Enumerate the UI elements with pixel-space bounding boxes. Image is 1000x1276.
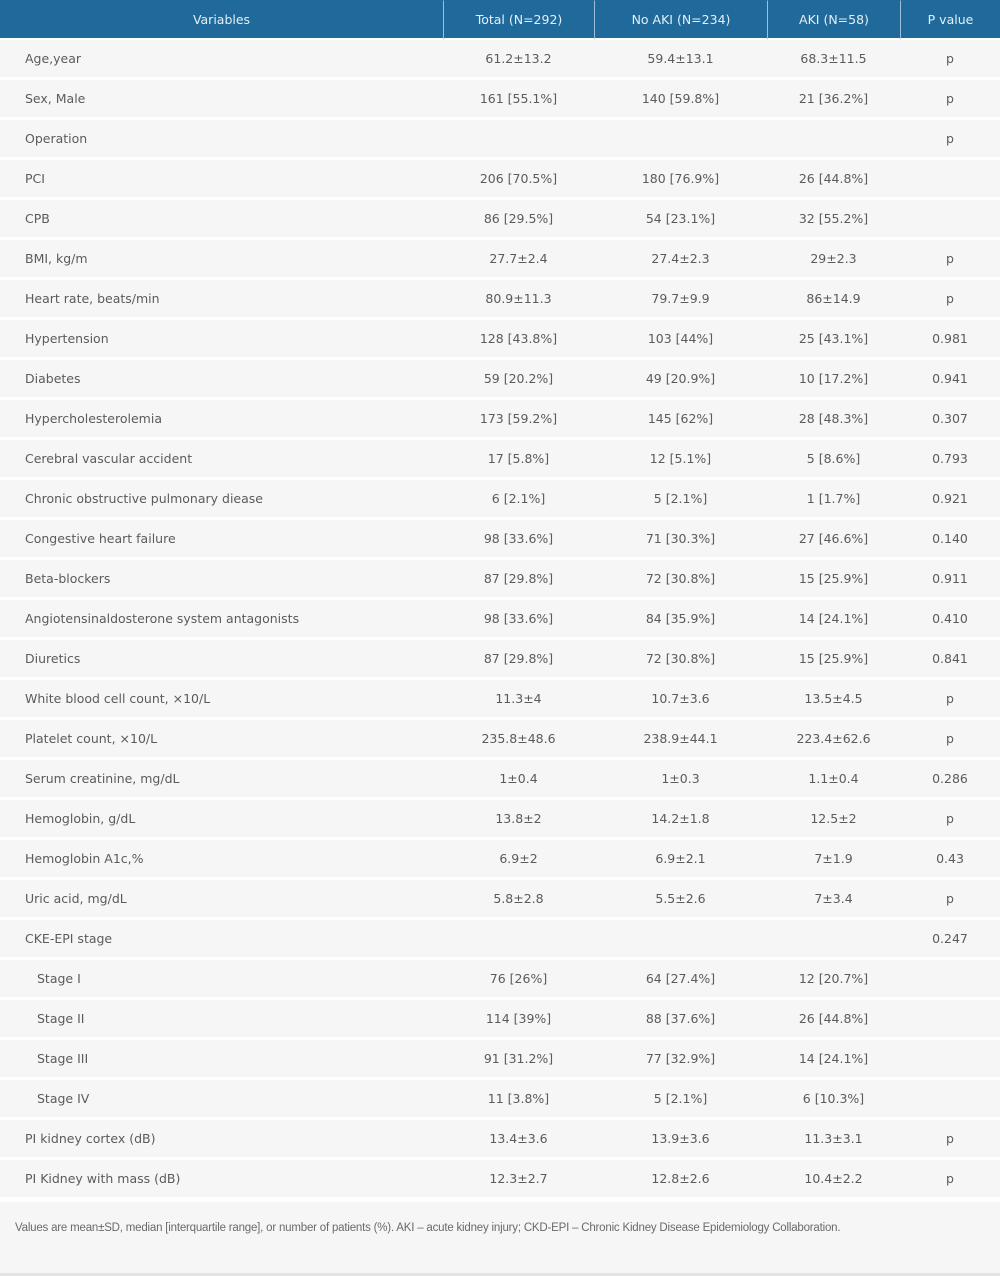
cell-aki: 26 [44.8%] <box>767 160 900 200</box>
row-label: Heart rate, beats/min <box>0 280 443 320</box>
cell-p-value: 0.286 <box>900 760 1000 800</box>
cell-aki: 14 [24.1%] <box>767 1040 900 1080</box>
table-row <box>0 720 1000 760</box>
row-label: PI kidney cortex (dB) <box>0 1120 443 1160</box>
cell-p-value: p <box>900 240 1000 280</box>
row-label: Stage IV <box>0 1080 443 1120</box>
table-row <box>0 1120 1000 1160</box>
cell-aki: 26 [44.8%] <box>767 1000 900 1040</box>
cell-total: 86 [29.5%] <box>443 200 594 240</box>
header-p-value: P value <box>900 0 1000 40</box>
cell-no-aki: 79.7±9.9 <box>594 280 767 320</box>
cell-p-value <box>900 200 1000 240</box>
table-row <box>0 320 1000 360</box>
row-label: BMI, kg/m <box>0 240 443 280</box>
cell-aki: 21 [36.2%] <box>767 80 900 120</box>
table-row <box>0 680 1000 720</box>
cell-aki: 25 [43.1%] <box>767 320 900 360</box>
cell-p-value: 0.841 <box>900 640 1000 680</box>
cell-no-aki: 54 [23.1%] <box>594 200 767 240</box>
table-row <box>0 120 1000 160</box>
cell-total <box>443 120 594 160</box>
cell-total: 6 [2.1%] <box>443 480 594 520</box>
cell-no-aki: 49 [20.9%] <box>594 360 767 400</box>
row-label: Beta-blockers <box>0 560 443 600</box>
cell-p-value: 0.247 <box>900 920 1000 960</box>
cell-no-aki: 59.4±13.1 <box>594 40 767 80</box>
cell-aki: 86±14.9 <box>767 280 900 320</box>
cell-p-value: 0.43 <box>900 840 1000 880</box>
row-label: CPB <box>0 200 443 240</box>
table-row <box>0 280 1000 320</box>
table-row <box>0 800 1000 840</box>
cell-total: 61.2±13.2 <box>443 40 594 80</box>
cell-total: 91 [31.2%] <box>443 1040 594 1080</box>
row-label: Stage II <box>0 1000 443 1040</box>
cell-p-value: p <box>900 680 1000 720</box>
cell-no-aki <box>594 120 767 160</box>
cell-no-aki: 5.5±2.6 <box>594 880 767 920</box>
cell-no-aki: 64 [27.4%] <box>594 960 767 1000</box>
cell-no-aki: 5 [2.1%] <box>594 1080 767 1120</box>
table-row <box>0 880 1000 920</box>
cell-total: 161 [55.1%] <box>443 80 594 120</box>
header-aki: AKI (N=58) <box>767 0 900 40</box>
cell-aki: 12.5±2 <box>767 800 900 840</box>
cell-p-value: 0.981 <box>900 320 1000 360</box>
row-label: Hemoglobin A1c,% <box>0 840 443 880</box>
table-row <box>0 840 1000 880</box>
cell-aki: 223.4±62.6 <box>767 720 900 760</box>
cell-no-aki: 103 [44%] <box>594 320 767 360</box>
row-label: PCI <box>0 160 443 200</box>
cell-aki: 6 [10.3%] <box>767 1080 900 1120</box>
cell-no-aki: 238.9±44.1 <box>594 720 767 760</box>
cell-no-aki: 72 [30.8%] <box>594 560 767 600</box>
cell-p-value <box>900 160 1000 200</box>
cell-no-aki: 88 [37.6%] <box>594 1000 767 1040</box>
cell-p-value: p <box>900 1160 1000 1200</box>
table-row <box>0 480 1000 520</box>
cell-total: 87 [29.8%] <box>443 640 594 680</box>
row-label: Stage III <box>0 1040 443 1080</box>
cell-no-aki <box>594 920 767 960</box>
cell-p-value <box>900 1040 1000 1080</box>
cell-total: 17 [5.8%] <box>443 440 594 480</box>
cell-total: 87 [29.8%] <box>443 560 594 600</box>
cell-total <box>443 920 594 960</box>
cell-p-value: p <box>900 80 1000 120</box>
table-row <box>0 1040 1000 1080</box>
cell-aki: 15 [25.9%] <box>767 640 900 680</box>
table-row <box>0 520 1000 560</box>
row-label: Sex, Male <box>0 80 443 120</box>
cell-aki: 13.5±4.5 <box>767 680 900 720</box>
cell-p-value <box>900 960 1000 1000</box>
cell-p-value: 0.941 <box>900 360 1000 400</box>
table-row <box>0 760 1000 800</box>
cell-p-value: p <box>900 280 1000 320</box>
cell-no-aki: 77 [32.9%] <box>594 1040 767 1080</box>
cell-aki: 68.3±11.5 <box>767 40 900 80</box>
table-row <box>0 440 1000 480</box>
table-row <box>0 400 1000 440</box>
cell-p-value: p <box>900 800 1000 840</box>
cell-aki: 7±3.4 <box>767 880 900 920</box>
row-label: Cerebral vascular accident <box>0 440 443 480</box>
cell-p-value: 0.140 <box>900 520 1000 560</box>
cell-total: 11.3±4 <box>443 680 594 720</box>
cell-p-value: p <box>900 880 1000 920</box>
cell-p-value: 0.307 <box>900 400 1000 440</box>
row-label: Hypertension <box>0 320 443 360</box>
header-row <box>0 0 1000 40</box>
cell-no-aki: 72 [30.8%] <box>594 640 767 680</box>
cell-total: 235.8±48.6 <box>443 720 594 760</box>
cell-no-aki: 1±0.3 <box>594 760 767 800</box>
cell-total: 1±0.4 <box>443 760 594 800</box>
table-row <box>0 200 1000 240</box>
row-label: Congestive heart failure <box>0 520 443 560</box>
table-body <box>0 40 1000 1200</box>
row-label: CKE-EPI stage <box>0 920 443 960</box>
header-total: Total (N=292) <box>443 0 594 40</box>
cell-p-value: 0.911 <box>900 560 1000 600</box>
cell-total: 173 [59.2%] <box>443 400 594 440</box>
row-label: Platelet count, ×10/L <box>0 720 443 760</box>
cell-aki: 7±1.9 <box>767 840 900 880</box>
cell-aki: 1.1±0.4 <box>767 760 900 800</box>
cell-p-value <box>900 1000 1000 1040</box>
cell-no-aki: 13.9±3.6 <box>594 1120 767 1160</box>
table-row <box>0 960 1000 1000</box>
row-label: Diabetes <box>0 360 443 400</box>
cell-total: 6.9±2 <box>443 840 594 880</box>
cell-p-value: 0.410 <box>900 600 1000 640</box>
row-label: Chronic obstructive pulmonary diease <box>0 480 443 520</box>
cell-p-value: p <box>900 1120 1000 1160</box>
row-label: Angiotensinaldosterone system antagonists <box>0 600 443 640</box>
table-row <box>0 80 1000 120</box>
table-row <box>0 360 1000 400</box>
cell-aki: 29±2.3 <box>767 240 900 280</box>
cell-aki <box>767 120 900 160</box>
table-row <box>0 40 1000 80</box>
cell-p-value: 0.793 <box>900 440 1000 480</box>
cell-total: 128 [43.8%] <box>443 320 594 360</box>
cell-aki: 10 [17.2%] <box>767 360 900 400</box>
cell-no-aki: 180 [76.9%] <box>594 160 767 200</box>
row-label: Stage I <box>0 960 443 1000</box>
cell-total: 5.8±2.8 <box>443 880 594 920</box>
row-label: Age,year <box>0 40 443 80</box>
row-label: White blood cell count, ×10/L <box>0 680 443 720</box>
table-row <box>0 560 1000 600</box>
cell-no-aki: 6.9±2.1 <box>594 840 767 880</box>
row-label: Operation <box>0 120 443 160</box>
cell-total: 80.9±11.3 <box>443 280 594 320</box>
row-label: Diuretics <box>0 640 443 680</box>
header-variables: Variables <box>0 0 443 40</box>
table-row <box>0 160 1000 200</box>
row-label: Uric acid, mg/dL <box>0 880 443 920</box>
cell-total: 114 [39%] <box>443 1000 594 1040</box>
cell-aki: 14 [24.1%] <box>767 600 900 640</box>
cell-no-aki: 27.4±2.3 <box>594 240 767 280</box>
cell-p-value: p <box>900 720 1000 760</box>
cell-total: 12.3±2.7 <box>443 1160 594 1200</box>
cell-total: 11 [3.8%] <box>443 1080 594 1120</box>
cell-p-value <box>900 1080 1000 1120</box>
cell-total: 206 [70.5%] <box>443 160 594 200</box>
cell-no-aki: 84 [35.9%] <box>594 600 767 640</box>
cell-no-aki: 14.2±1.8 <box>594 800 767 840</box>
cell-no-aki: 12.8±2.6 <box>594 1160 767 1200</box>
cell-total: 27.7±2.4 <box>443 240 594 280</box>
table-row <box>0 920 1000 960</box>
cell-aki: 10.4±2.2 <box>767 1160 900 1200</box>
cell-total: 98 [33.6%] <box>443 600 594 640</box>
row-label: Hypercholesterolemia <box>0 400 443 440</box>
cell-p-value: p <box>900 120 1000 160</box>
cell-p-value: 0.921 <box>900 480 1000 520</box>
cell-aki: 27 [46.6%] <box>767 520 900 560</box>
cell-total: 98 [33.6%] <box>443 520 594 560</box>
cell-total: 76 [26%] <box>443 960 594 1000</box>
cell-aki: 32 [55.2%] <box>767 200 900 240</box>
table-row <box>0 240 1000 280</box>
cell-aki: 15 [25.9%] <box>767 560 900 600</box>
cell-no-aki: 10.7±3.6 <box>594 680 767 720</box>
cell-total: 13.4±3.6 <box>443 1120 594 1160</box>
row-label: Serum creatinine, mg/dL <box>0 760 443 800</box>
cell-aki: 12 [20.7%] <box>767 960 900 1000</box>
cell-aki: 11.3±3.1 <box>767 1120 900 1160</box>
table-row <box>0 1080 1000 1120</box>
cell-aki: 1 [1.7%] <box>767 480 900 520</box>
cell-aki: 5 [8.6%] <box>767 440 900 480</box>
cell-aki <box>767 920 900 960</box>
header-no-aki: No AKI (N=234) <box>594 0 767 40</box>
table-header <box>0 0 1000 40</box>
table-footnote: Values are mean±SD, median [interquartile range], or number of patients (%). AKI – acute kidney injury; CKD-EPI – Chronic Kidney Disease Epidemiology Collaboration. <box>0 1202 1000 1276</box>
table-row <box>0 640 1000 680</box>
cell-total: 59 [20.2%] <box>443 360 594 400</box>
table-row <box>0 600 1000 640</box>
row-label: Hemoglobin, g/dL <box>0 800 443 840</box>
cell-total: 13.8±2 <box>443 800 594 840</box>
table-row <box>0 1160 1000 1200</box>
cell-no-aki: 5 [2.1%] <box>594 480 767 520</box>
cell-no-aki: 140 [59.8%] <box>594 80 767 120</box>
cell-no-aki: 145 [62%] <box>594 400 767 440</box>
cell-aki: 28 [48.3%] <box>767 400 900 440</box>
cell-p-value: p <box>900 40 1000 80</box>
cell-no-aki: 12 [5.1%] <box>594 440 767 480</box>
row-label: PI Kidney with mass (dB) <box>0 1160 443 1200</box>
table-row <box>0 1000 1000 1040</box>
cell-no-aki: 71 [30.3%] <box>594 520 767 560</box>
